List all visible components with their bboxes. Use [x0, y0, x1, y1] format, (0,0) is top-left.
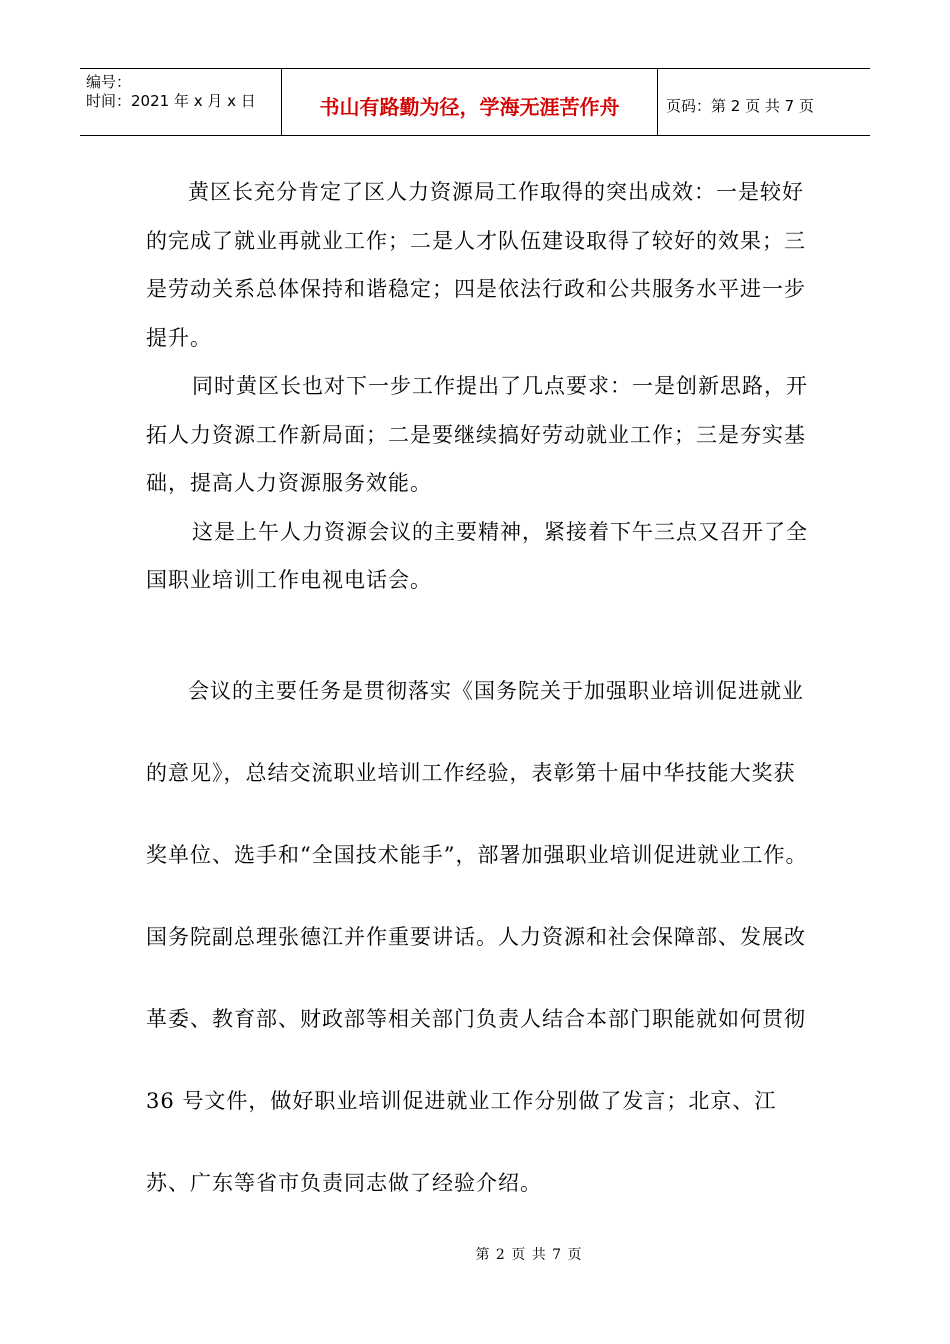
page-header: [80, 68, 870, 136]
paragraph-requirements: 同时黄区长也对下一步工作提出了几点要求：一是创新思路，开拓人力资源工作新局面；二是要继续搞好劳动就业工作；三是夯实基础，提高人力资源服务效能。: [146, 374, 808, 495]
header-motto: 书山有路勤为径，学海无涯苦作舟: [282, 69, 658, 135]
body-paragraph-bottom: [146, 650, 811, 1224]
paragraph-meeting-summary: 这是上午人力资源会议的主要精神，紧接着下午三点又召开了全国职业培训工作电视电话会。: [146, 519, 808, 592]
body-paragraphs-top: [146, 168, 811, 605]
page-footer: [0, 1244, 950, 1264]
document-time-label: 时间：2021 年 x 月 x 日: [86, 92, 256, 110]
header-page-number: 页码：第 2 页 共 7 页: [666, 96, 814, 115]
paragraph-achievements: 黄区长充分肯定了区人力资源局工作取得的突出成效：一是较好的完成了就业再就业工作；二是人才队伍建设取得了较好的效果；三是劳动关系总体保持和谐稳定；四是依法行政和公共服务水平进一步提升。: [146, 180, 806, 350]
document-number-label: 编号：: [86, 73, 132, 91]
header-meta: [80, 69, 282, 135]
footer-page-number: 第 2 页 共 7 页: [475, 1247, 583, 1263]
paragraph-conference-tasks: 会议的主要任务是贯彻落实《国务院关于加强职业培训促进就业的意见》，总结交流职业培训工作经验，表彰第十届中华技能大奖获奖单位、选手和“全国技术能手”，部署加强职业培训促进就业工作。国务院副总理张德江并作重要讲话。人力资源和社会保障部、发展改革委、教育部、财政部等相关部门负责人结合本部门职能就如何贯彻 36 号文件，做好职业培训促进就业工作分别做了发言；北京、江苏、广东等省市负责同志做了经验介绍。: [146, 679, 808, 1195]
